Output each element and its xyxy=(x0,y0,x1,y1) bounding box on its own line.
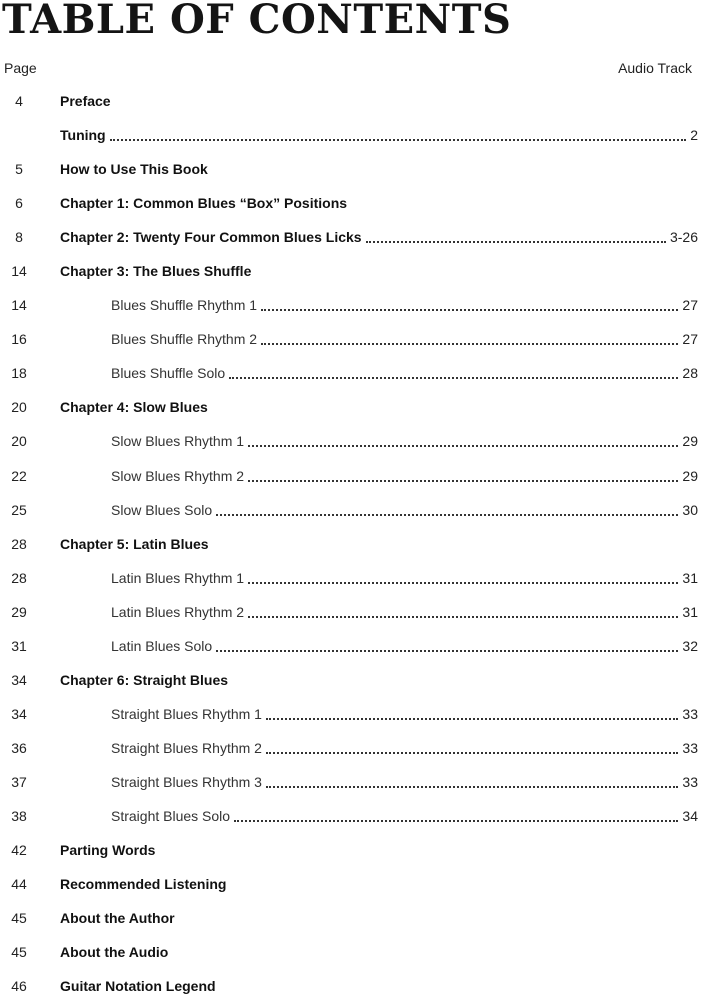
toc-subentry xyxy=(0,322,701,356)
toc-entry-label: Guitar Notation Legend xyxy=(60,978,216,995)
toc-entry-label: About the Audio xyxy=(60,944,169,961)
dot-leader xyxy=(248,570,678,584)
toc-page-number: 16 xyxy=(11,331,27,348)
toc-entry xyxy=(0,390,701,424)
toc-audio-track: 28 xyxy=(682,365,698,382)
toc-entry-line xyxy=(60,399,698,415)
toc-subentry xyxy=(0,424,701,458)
toc-entry-line xyxy=(60,944,698,960)
toc-subentry xyxy=(0,356,701,390)
toc-entry-line xyxy=(111,331,698,347)
toc-entry xyxy=(0,527,701,561)
toc-audio-track: 29 xyxy=(682,467,698,484)
toc-entry-label: Blues Shuffle Rhythm 2 xyxy=(111,331,258,348)
dot-leader xyxy=(266,740,678,754)
toc-entry-label: Slow Blues Rhythm 1 xyxy=(111,433,245,450)
dot-leader xyxy=(234,808,678,822)
toc-audio-track: 33 xyxy=(682,773,698,790)
toc-entry-label: Latin Blues Rhythm 1 xyxy=(111,569,245,586)
toc-entry-line xyxy=(60,910,698,926)
toc-entry-line xyxy=(111,297,698,313)
toc-page-number: 28 xyxy=(11,535,27,552)
toc-page-number: 14 xyxy=(11,263,27,280)
toc-entry-label: Recommended Listening xyxy=(60,876,227,893)
toc-subentry xyxy=(0,629,701,663)
toc-entry xyxy=(0,220,701,254)
toc-subentry xyxy=(0,799,701,833)
toc-subentry xyxy=(0,561,701,595)
toc-entry-line xyxy=(111,638,698,654)
dot-leader xyxy=(229,365,678,379)
toc-subentry xyxy=(0,459,701,493)
dot-leader xyxy=(261,297,678,311)
toc-page-number: 22 xyxy=(11,467,27,484)
dot-leader xyxy=(248,604,678,618)
toc-page-number: 44 xyxy=(11,876,27,893)
toc-entry-label: Chapter 2: Twenty Four Common Blues Licks xyxy=(60,229,362,246)
dot-leader xyxy=(248,433,678,447)
dot-leader xyxy=(216,502,678,516)
toc-entry-label: Chapter 3: The Blues Shuffle xyxy=(60,263,252,280)
toc-entry-label: Slow Blues Solo xyxy=(111,501,213,518)
toc-page-number: 20 xyxy=(11,433,27,450)
toc-entry xyxy=(0,663,701,697)
toc-entry-label: Parting Words xyxy=(60,842,156,859)
toc-entry-line xyxy=(60,842,698,858)
toc-page-number: 8 xyxy=(15,229,23,246)
toc-entry-line xyxy=(111,365,698,381)
toc-audio-track: 31 xyxy=(682,569,698,586)
toc-page-number: 4 xyxy=(15,93,23,109)
toc-entry-label: Preface xyxy=(60,93,111,109)
toc-entry-label: Straight Blues Rhythm 3 xyxy=(111,773,262,790)
toc-entry-line xyxy=(111,808,698,824)
toc-entry-line xyxy=(60,161,698,177)
toc-entry-line xyxy=(60,93,698,109)
toc-entry xyxy=(0,935,701,969)
toc-page-number: 28 xyxy=(11,569,27,586)
dot-leader xyxy=(366,229,666,243)
toc-entry-line xyxy=(111,604,698,620)
toc-audio-track: 34 xyxy=(682,807,698,824)
toc-page-number: 29 xyxy=(11,603,27,620)
toc-subentry xyxy=(0,765,701,799)
toc-entry xyxy=(0,152,701,186)
toc-audio-track: 33 xyxy=(682,705,698,722)
dot-leader xyxy=(266,706,678,720)
dot-leader xyxy=(248,468,678,482)
toc-audio-track: 27 xyxy=(682,331,698,348)
toc-page-number: 45 xyxy=(11,910,27,927)
toc-subentry xyxy=(0,731,701,765)
toc-page-number: 36 xyxy=(11,739,27,756)
toc-entry-label: Latin Blues Solo xyxy=(111,637,213,654)
toc-entry-label: Slow Blues Rhythm 2 xyxy=(111,467,245,484)
toc-subentry xyxy=(0,697,701,731)
toc-entry xyxy=(0,84,701,118)
toc-entry-line xyxy=(111,570,698,586)
toc-entry-label: Chapter 4: Slow Blues xyxy=(60,399,208,416)
toc-entry-line xyxy=(111,774,698,790)
toc-entry-label: Blues Shuffle Rhythm 1 xyxy=(111,297,258,314)
toc-entry-line xyxy=(60,229,698,245)
toc-entry xyxy=(0,867,701,901)
toc-entry xyxy=(0,186,701,220)
table-of-contents xyxy=(0,84,701,1003)
toc-entry xyxy=(0,969,701,1003)
toc-entry-line xyxy=(60,672,698,688)
toc-entry-line xyxy=(60,263,698,279)
toc-audio-track: 29 xyxy=(682,433,698,450)
toc-page-number: 37 xyxy=(11,773,27,790)
dot-leader xyxy=(216,638,678,652)
toc-page-number: 20 xyxy=(11,399,27,416)
page-column-header: Page xyxy=(4,60,37,76)
toc-entry-label: Latin Blues Rhythm 2 xyxy=(111,603,245,620)
toc-entry xyxy=(0,118,701,152)
dot-leader xyxy=(110,127,687,141)
toc-entry-line xyxy=(60,195,698,211)
toc-audio-track: 30 xyxy=(682,501,698,518)
toc-entry-label: Blues Shuffle Solo xyxy=(111,365,226,382)
toc-entry-line xyxy=(111,433,698,449)
toc-page-number: 46 xyxy=(11,978,27,995)
toc-subentry xyxy=(0,288,701,322)
toc-audio-track: 33 xyxy=(682,739,698,756)
toc-entry-label: About the Author xyxy=(60,910,175,927)
toc-entry-line xyxy=(111,706,698,722)
toc-entry-line xyxy=(60,536,698,552)
toc-page-number: 45 xyxy=(11,944,27,961)
toc-entry-label: Straight Blues Rhythm 2 xyxy=(111,739,262,756)
toc-entry-line xyxy=(111,502,698,518)
toc-audio-track: 3-26 xyxy=(669,229,698,246)
toc-entry-label: Chapter 1: Common Blues “Box” Positions xyxy=(60,195,348,212)
dot-leader xyxy=(261,331,678,345)
toc-page-number: 25 xyxy=(11,501,27,518)
toc-audio-track: 31 xyxy=(682,603,698,620)
toc-page-number: 31 xyxy=(11,637,27,654)
toc-entry-line xyxy=(111,740,698,756)
toc-audio-track: 2 xyxy=(690,127,698,144)
toc-entry-label: Tuning xyxy=(60,127,106,144)
toc-subentry xyxy=(0,493,701,527)
toc-entry-label: Chapter 6: Straight Blues xyxy=(60,671,229,688)
toc-page-number: 14 xyxy=(11,297,27,314)
toc-entry-line xyxy=(60,978,698,994)
toc-entry-label: Straight Blues Rhythm 1 xyxy=(111,705,262,722)
toc-page-number: 5 xyxy=(15,161,23,178)
toc-audio-track: 32 xyxy=(682,637,698,654)
toc-entry-line xyxy=(111,468,698,484)
toc-page-number: 18 xyxy=(11,365,27,382)
toc-audio-track: 27 xyxy=(682,297,698,314)
toc-entry xyxy=(0,254,701,288)
toc-entry-label: How to Use This Book xyxy=(60,161,208,178)
toc-entry xyxy=(0,901,701,935)
toc-entry-label: Chapter 5: Latin Blues xyxy=(60,535,209,552)
toc-page-number: 42 xyxy=(11,842,27,859)
audio-track-column-header: Audio Track xyxy=(618,60,692,76)
toc-entry-line xyxy=(60,876,698,892)
page-title: TABLE OF CONTENTS xyxy=(2,0,512,43)
toc-page-number: 38 xyxy=(11,807,27,824)
toc-entry-line xyxy=(60,127,698,143)
toc-page-number: 6 xyxy=(15,195,23,212)
dot-leader xyxy=(266,774,678,788)
toc-entry-label: Straight Blues Solo xyxy=(111,807,231,824)
toc-page-number: 34 xyxy=(11,671,27,688)
toc-entry xyxy=(0,833,701,867)
toc-subentry xyxy=(0,595,701,629)
toc-page-number: 34 xyxy=(11,705,27,722)
